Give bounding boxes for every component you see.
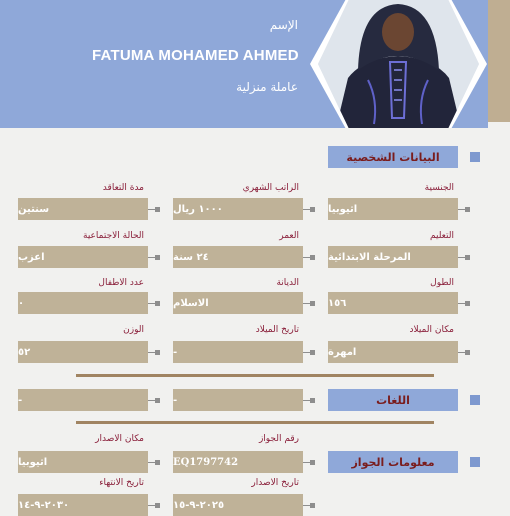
issue-place-label: مكان الاصدار bbox=[95, 434, 144, 444]
connector bbox=[303, 209, 310, 210]
connector-dot bbox=[155, 503, 160, 508]
job-title: عاملة منزلية bbox=[236, 80, 298, 94]
connector bbox=[148, 462, 155, 463]
connector bbox=[148, 505, 155, 506]
connector-dot bbox=[310, 398, 315, 403]
education-label: التعليم bbox=[430, 231, 454, 241]
connector bbox=[148, 400, 155, 401]
passport-number-value: EQ1797742 bbox=[173, 451, 303, 473]
full-name: FATUMA MOHAMED AHMED bbox=[92, 47, 299, 64]
height-label: الطول bbox=[430, 278, 454, 288]
connector bbox=[303, 400, 310, 401]
profile-photo bbox=[318, 0, 479, 128]
connector bbox=[458, 209, 465, 210]
section-marker bbox=[470, 152, 480, 162]
religion-label: الديانة bbox=[276, 278, 299, 288]
section-languages-title: اللغات bbox=[328, 389, 458, 411]
section-personal-title: البيانات الشخصية bbox=[328, 146, 458, 168]
connector bbox=[148, 209, 155, 210]
section-divider bbox=[76, 374, 434, 377]
contract-value: سنتين bbox=[18, 198, 148, 220]
expiry-date-label: تاريخ الانتهاء bbox=[99, 478, 144, 488]
salary-value: ١٠٠٠ ريال bbox=[173, 198, 303, 220]
salary-label: الراتب الشهري bbox=[242, 183, 299, 193]
connector bbox=[148, 303, 155, 304]
contract-label: مدة التعاقد bbox=[102, 183, 144, 193]
height-value: ١٥٦ bbox=[328, 292, 458, 314]
connector bbox=[458, 303, 465, 304]
age-value: ٢٤ سنة bbox=[173, 246, 303, 268]
connector-dot bbox=[310, 350, 315, 355]
language-value-1: - bbox=[18, 389, 148, 411]
section-marker bbox=[470, 457, 480, 467]
weight-value: ٥٢ bbox=[18, 341, 148, 363]
birthplace-label: مكان الميلاد bbox=[409, 325, 454, 335]
connector bbox=[458, 257, 465, 258]
connector bbox=[303, 257, 310, 258]
children-value: ٠ bbox=[18, 292, 148, 314]
connector-dot bbox=[310, 207, 315, 212]
education-value: المرحلة الابتدائية bbox=[328, 246, 458, 268]
connector-dot bbox=[155, 460, 160, 465]
connector-dot bbox=[310, 255, 315, 260]
connector-dot bbox=[155, 398, 160, 403]
connector-dot bbox=[465, 350, 470, 355]
connector bbox=[303, 352, 310, 353]
connector-dot bbox=[155, 301, 160, 306]
section-marker bbox=[470, 395, 480, 405]
name-label: الإسم bbox=[269, 18, 298, 32]
header-side-bar bbox=[488, 0, 510, 122]
birthplace-value: امهرة bbox=[328, 341, 458, 363]
connector bbox=[303, 462, 310, 463]
birthdate-label: تاريخ الميلاد bbox=[255, 325, 299, 335]
connector-dot bbox=[310, 503, 315, 508]
connector-dot bbox=[465, 207, 470, 212]
issue-date-label: تاريخ الاصدار bbox=[251, 478, 299, 488]
connector-dot bbox=[155, 207, 160, 212]
connector bbox=[148, 352, 155, 353]
connector-dot bbox=[155, 350, 160, 355]
language-value-2: - bbox=[173, 389, 303, 411]
connector bbox=[303, 303, 310, 304]
connector-dot bbox=[155, 255, 160, 260]
connector-dot bbox=[310, 460, 315, 465]
connector bbox=[303, 505, 310, 506]
religion-value: الاسلام bbox=[173, 292, 303, 314]
connector-dot bbox=[465, 301, 470, 306]
passport-number-label: رقم الجواز bbox=[258, 434, 299, 444]
connector-dot bbox=[465, 255, 470, 260]
connector-dot bbox=[310, 301, 315, 306]
weight-label: الوزن bbox=[123, 325, 144, 335]
connector bbox=[148, 257, 155, 258]
marital-label: الحالة الاجتماعية bbox=[83, 231, 144, 241]
issue-place-value: اثيوبيا bbox=[18, 451, 148, 473]
connector bbox=[458, 352, 465, 353]
expiry-date-value: ٢٠٣٠-٩-١٤ bbox=[18, 494, 148, 516]
section-divider bbox=[76, 421, 434, 424]
age-label: العمر bbox=[279, 231, 299, 241]
birthdate-value: - bbox=[173, 341, 303, 363]
nationality-label: الجنسية bbox=[424, 183, 454, 193]
issue-date-value: ٢٠٢٥-٩-١٥ bbox=[173, 494, 303, 516]
nationality-value: اثيوبيا bbox=[328, 198, 458, 220]
children-label: عدد الاطفال bbox=[98, 278, 144, 288]
section-passport-title: معلومات الجواز bbox=[328, 451, 458, 473]
marital-value: اعزب bbox=[18, 246, 148, 268]
